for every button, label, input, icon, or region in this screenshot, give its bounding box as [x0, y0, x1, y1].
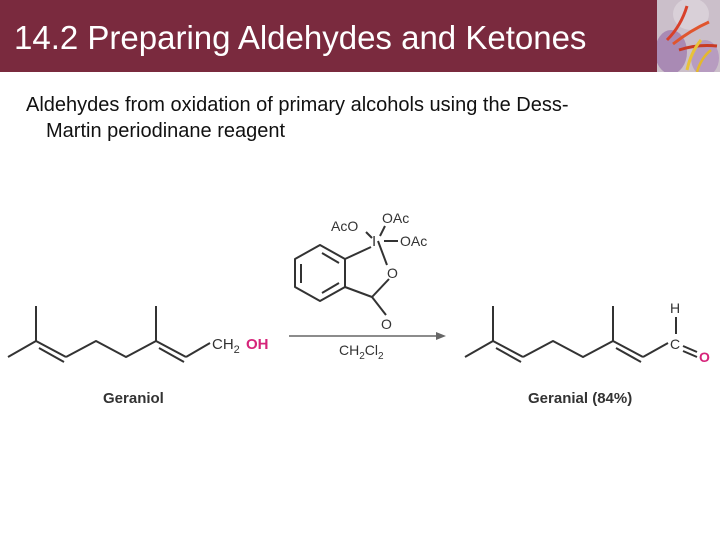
body-line-1: Aldehydes from oxidation of primary alcohols using the Dess-	[26, 94, 569, 116]
body-line-2: Martin periodinane reagent	[46, 120, 286, 142]
geraniol-chain-end: $CH_2$	[212, 336, 240, 356]
slide-header	[0, 0, 720, 72]
aldehyde-oxygen-label: O	[699, 349, 710, 365]
reaction-arrow	[289, 332, 446, 340]
carbonyl-oxygen-label: O	[381, 316, 392, 332]
slide-title: 14.2 Preparing Aldehydes and Ketones	[14, 19, 587, 56]
product-name: Geranial (84%)	[528, 390, 633, 407]
hydroxyl-label: OH	[246, 336, 269, 353]
ring-oxygen-label: O	[387, 265, 398, 281]
reactant-name: Geraniol	[103, 390, 164, 407]
body-text	[26, 92, 686, 144]
periodinane-structure	[295, 226, 398, 315]
oac-top-label: OAc	[382, 210, 410, 226]
iodine-label: I	[372, 233, 377, 250]
saffron-flower-icon	[657, 0, 720, 72]
aco-left-label: AcO	[331, 218, 359, 234]
oac-right-label: OAc	[400, 233, 428, 249]
geranial-structure	[465, 306, 697, 362]
solvent-label: $CH_2Cl_2$	[339, 342, 384, 362]
aldehyde-hydrogen-label: H	[670, 300, 681, 316]
geraniol-structure	[8, 306, 210, 362]
aldehyde-carbon-label: C	[670, 336, 681, 352]
reaction-scheme	[0, 190, 720, 420]
